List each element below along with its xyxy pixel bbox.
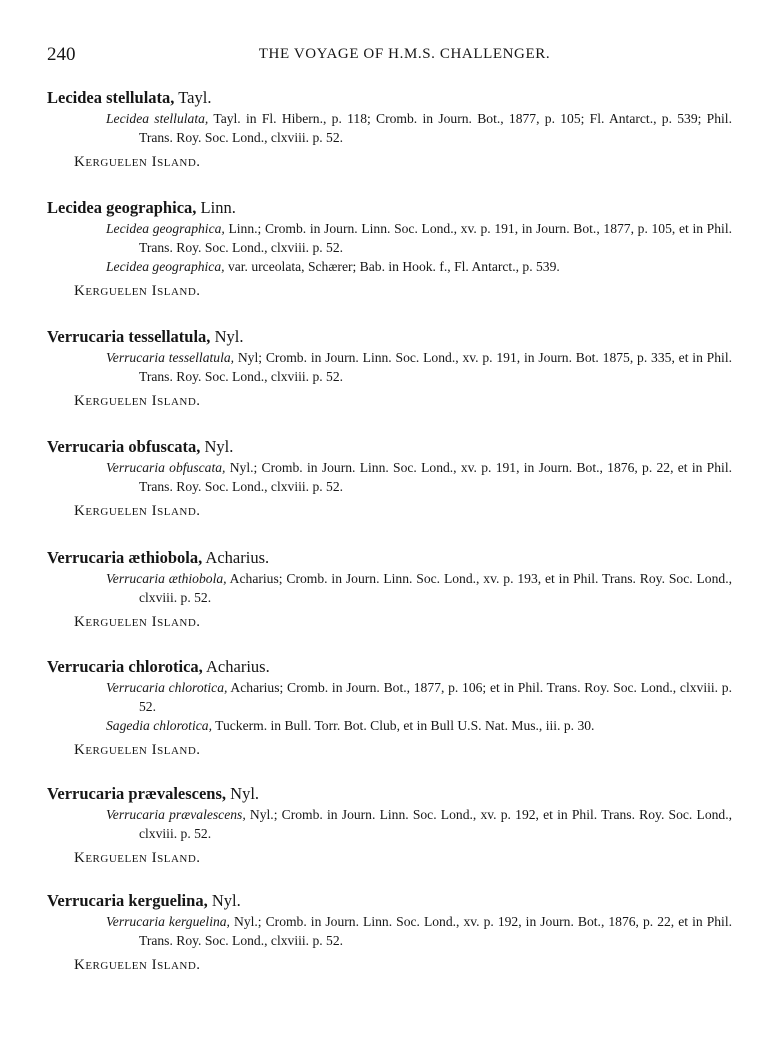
locality: Kerguelen Island. bbox=[74, 850, 201, 866]
species-authority: Nyl. bbox=[207, 891, 241, 910]
citation bbox=[106, 805, 732, 843]
citation-synonym: Sagedia chlorotica, bbox=[106, 718, 212, 733]
species-authority: Nyl. bbox=[210, 327, 244, 346]
citation bbox=[106, 109, 732, 147]
species-title bbox=[47, 326, 732, 348]
citation-text: Tayl. in Fl. Hibern., p. 118; Cromb. in Journ. Bot., 1877, p. 105; Fl. Antarct., p. 539; Phil. Trans. Roy. Soc. Lond., clxviii. p. 52. bbox=[139, 111, 732, 145]
locality: Kerguelen Island. bbox=[74, 154, 201, 170]
citation-text: Nyl.; Cromb. in Journ. Linn. Soc. Lond., xv. p. 192, et in Phil. Trans. Roy. Soc. Lond., clxviii. p. 52. bbox=[139, 807, 733, 841]
citation-text: var. urceolata, Schærer; Bab. in Hook. f., Fl. Antarct., p. 539. bbox=[224, 259, 560, 274]
citation-text: Tuckerm. in Bull. Torr. Bot. Club, et in Bull U.S. Nat. Mus., iii. p. 30. bbox=[211, 718, 595, 733]
citation-text: Linn.; Cromb. in Journ. Linn. Soc. Lond., xv. p. 191, in Journ. Bot., 1877, p. 105, et in Phil. Trans. Roy. Soc. Lond., clxviii. p. 52. bbox=[139, 221, 732, 255]
locality: Kerguelen Island. bbox=[74, 957, 201, 973]
citation-synonym: Verrucaria tessellatula, bbox=[106, 350, 235, 365]
running-title: THE VOYAGE OF H.M.S. CHALLENGER. bbox=[258, 46, 551, 62]
species-entry bbox=[47, 197, 732, 301]
citation-text: Nyl; Cromb. in Journ. Linn. Soc. Lond., xv. p. 191, in Journ. Bot. 1875, p. 335, et in Phil. Trans. Roy. Soc. Lond., clxviii. p. 52. bbox=[139, 350, 732, 384]
locality: Kerguelen Island. bbox=[74, 283, 201, 299]
citation-synonym: Lecidea stellulata, bbox=[106, 111, 209, 126]
citation bbox=[106, 219, 732, 257]
species-title bbox=[47, 547, 732, 569]
species-title bbox=[47, 783, 732, 805]
species-entry bbox=[47, 783, 732, 868]
species-name: Verrucaria æthiobola, bbox=[47, 548, 203, 567]
page-header bbox=[47, 44, 732, 68]
species-authority: Nyl. bbox=[200, 437, 234, 456]
citation-synonym: Verrucaria æthiobola, bbox=[106, 571, 227, 586]
page-number: 240 bbox=[47, 44, 76, 65]
species-entry bbox=[47, 326, 732, 411]
species-title bbox=[47, 656, 732, 678]
species-entry bbox=[47, 547, 732, 632]
species-name: Verrucaria tessellatula, bbox=[47, 327, 211, 346]
species-name: Verrucaria prævalescens, bbox=[47, 784, 227, 803]
species-entry bbox=[47, 656, 732, 760]
species-name: Lecidea geographica, bbox=[47, 198, 197, 217]
species-title bbox=[47, 436, 732, 458]
locality: Kerguelen Island. bbox=[74, 393, 201, 409]
species-entry bbox=[47, 87, 732, 172]
citation-synonym: Lecidea geographica, bbox=[106, 221, 225, 236]
species-authority: Nyl. bbox=[226, 784, 260, 803]
species-title bbox=[47, 87, 732, 109]
citation-synonym: Verrucaria obfuscata, bbox=[106, 460, 226, 475]
citation-text: Acharius; Cromb. in Journ. Linn. Soc. Lond., xv. p. 193, et in Phil. Trans. Roy. Soc. Lond., clxviii. p. 52. bbox=[139, 571, 732, 605]
species-authority: Acharius. bbox=[202, 657, 270, 676]
species-authority: Tayl. bbox=[174, 88, 212, 107]
species-name: Lecidea stellulata, bbox=[47, 88, 175, 107]
citation bbox=[106, 348, 732, 386]
locality: Kerguelen Island. bbox=[74, 614, 201, 630]
citation bbox=[106, 678, 732, 716]
citation-synonym: Lecidea geographica, bbox=[106, 259, 225, 274]
species-authority: Acharius. bbox=[202, 548, 270, 567]
species-title bbox=[47, 197, 732, 219]
species-name: Verrucaria obfuscata, bbox=[47, 437, 201, 456]
citation bbox=[106, 716, 732, 735]
citation bbox=[106, 458, 732, 496]
locality: Kerguelen Island. bbox=[74, 503, 201, 519]
species-entry bbox=[47, 436, 732, 521]
citation bbox=[106, 569, 732, 607]
species-authority: Linn. bbox=[196, 198, 236, 217]
species-name: Verrucaria chlorotica, bbox=[47, 657, 203, 676]
citation-synonym: Verrucaria kerguelina, bbox=[106, 914, 230, 929]
species-name: Verrucaria kerguelina, bbox=[47, 891, 208, 910]
citation-synonym: Verrucaria chlorotica, bbox=[106, 680, 228, 695]
citation-text: Acharius; Cromb. in Journ. Bot., 1877, p. 106; et in Phil. Trans. Roy. Soc. Lond., clxviii. p. 52. bbox=[139, 680, 732, 714]
citation-synonym: Verrucaria prævalescens, bbox=[106, 807, 246, 822]
species-entry bbox=[47, 890, 732, 975]
citation bbox=[106, 912, 732, 950]
citation-text: Nyl.; Cromb. in Journ. Linn. Soc. Lond., xv. p. 191, in Journ. Bot., 1876, p. 22, et in Phil. Trans. Roy. Soc. Lond., clxviii. p. 52. bbox=[139, 460, 732, 494]
species-title bbox=[47, 890, 732, 912]
citation bbox=[106, 257, 732, 276]
citation-text: Nyl.; Cromb. in Journ. Linn. Soc. Lond., xv. p. 192, in Journ. Bot., 1876, p. 22, et in Phil. Trans. Roy. Soc. Lond., clxviii. p. 52. bbox=[139, 914, 732, 948]
locality: Kerguelen Island. bbox=[74, 742, 201, 758]
